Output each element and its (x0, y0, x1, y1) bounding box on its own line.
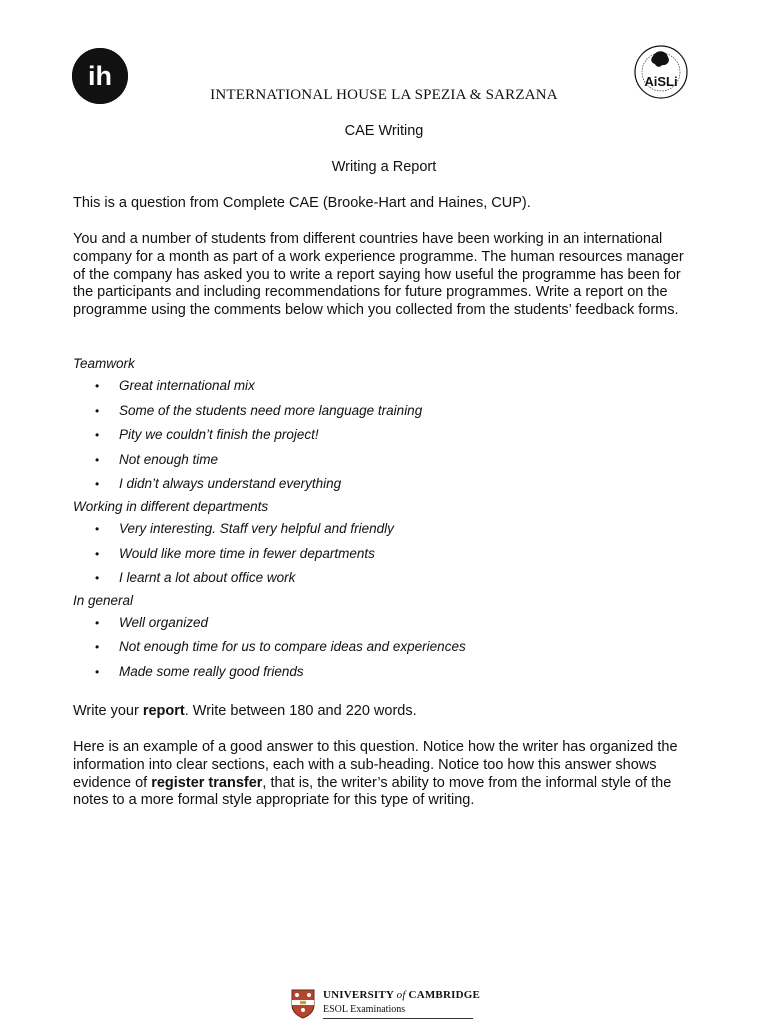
bullet-icon: • (95, 571, 100, 586)
esol-examinations: ESOL Examinations (323, 1004, 406, 1015)
cambridge-crest-icon (291, 989, 315, 1019)
ih-logo-text: ih (88, 61, 112, 91)
bullet-icon: • (95, 640, 100, 655)
example-paragraph (73, 739, 698, 810)
note-list-teamwork (73, 374, 673, 497)
note-heading-teamwork: Teamwork (73, 356, 135, 371)
example-text: Here is an example of a good answer to this question. Notice how the writer has organized the information into clear sections, each with a sub-heading. Notice too how this answer shows evidence of (73, 739, 678, 791)
bullet-icon: • (95, 664, 100, 679)
note-item-text: Not enough time (119, 451, 219, 467)
note-heading-departments: Working in different departments (73, 498, 269, 514)
note-item (73, 542, 673, 567)
university-name (323, 989, 480, 1001)
note-item-text: I learnt a lot about office work (119, 570, 296, 586)
note-item-text: Would like more time in fewer departments (119, 545, 375, 561)
note-item (73, 517, 673, 542)
note-item-text: Pity we couldn’t finish the project! (119, 427, 319, 443)
note-item (73, 423, 673, 448)
note-item-text: Some of the students need more language training (119, 402, 423, 418)
note-list-departments (73, 517, 673, 591)
of-word: of (396, 989, 406, 1001)
instruction-text: . Write between 180 and 220 words. (184, 703, 417, 719)
course-title: CAE Writing (344, 123, 424, 139)
cambridge-footer-logo (291, 986, 481, 1024)
bullet-icon: • (95, 403, 100, 418)
aisli-logo-text: AiSLi (644, 74, 678, 89)
organization-title: INTERNATIONAL HOUSE LA SPEZIA & SARZANA (210, 87, 558, 103)
bullet-icon: • (95, 477, 100, 492)
note-item-text: I didn’t always understand everything (119, 476, 342, 492)
note-item-text: Made some really good friends (119, 663, 304, 679)
note-item-text: Great international mix (119, 378, 255, 393)
note-heading-general: In general (73, 592, 134, 608)
instruction-bold: report (142, 703, 185, 719)
example-text: , that is, the writer’s ability to move from the informal style of the notes to a more formal style appropriate for this type of writing. (73, 774, 672, 809)
note-item (73, 635, 673, 660)
footer-divider (323, 1018, 473, 1019)
university-word: UNIVERSITY (323, 989, 394, 1001)
bullet-icon: • (95, 452, 100, 467)
instruction-text: Write your (73, 703, 143, 719)
feedback-notes (73, 354, 673, 685)
bullet-icon: • (95, 521, 100, 536)
note-item-text: Well organized (119, 614, 209, 630)
task-title: Writing a Report (331, 159, 437, 175)
note-item (73, 399, 673, 424)
bullet-icon: • (95, 615, 100, 630)
note-item (73, 611, 673, 636)
note-item (73, 472, 673, 497)
cambridge-word: CAMBRIDGE (408, 989, 481, 1001)
note-item (73, 448, 673, 473)
note-item (73, 374, 673, 399)
note-item (73, 566, 673, 591)
bullet-icon: • (95, 546, 100, 561)
note-list-general (73, 611, 673, 685)
task-paragraph: You and a number of students from different countries have been working in an international company for a month as part of a work experience programme. The human resources manager of the company has asked you to write a report saying how useful the programme has been for the participants and including recommendations for future programmes. Write a report on the programme using the comments below which you collected from the students’ feedback forms. (73, 231, 684, 319)
bullet-icon: • (95, 428, 100, 443)
bullet-icon: • (95, 379, 100, 393)
intro-paragraph: This is a question from Complete CAE (Brooke-Hart and Haines, CUP). (73, 195, 531, 211)
note-item (73, 660, 673, 685)
example-bold: register transfer (151, 774, 263, 791)
word-count-instruction (73, 703, 698, 721)
note-item-text: Not enough time for us to compare ideas and experiences (119, 639, 466, 655)
note-item-text: Very interesting. Staff very helpful and friendly (119, 520, 394, 536)
